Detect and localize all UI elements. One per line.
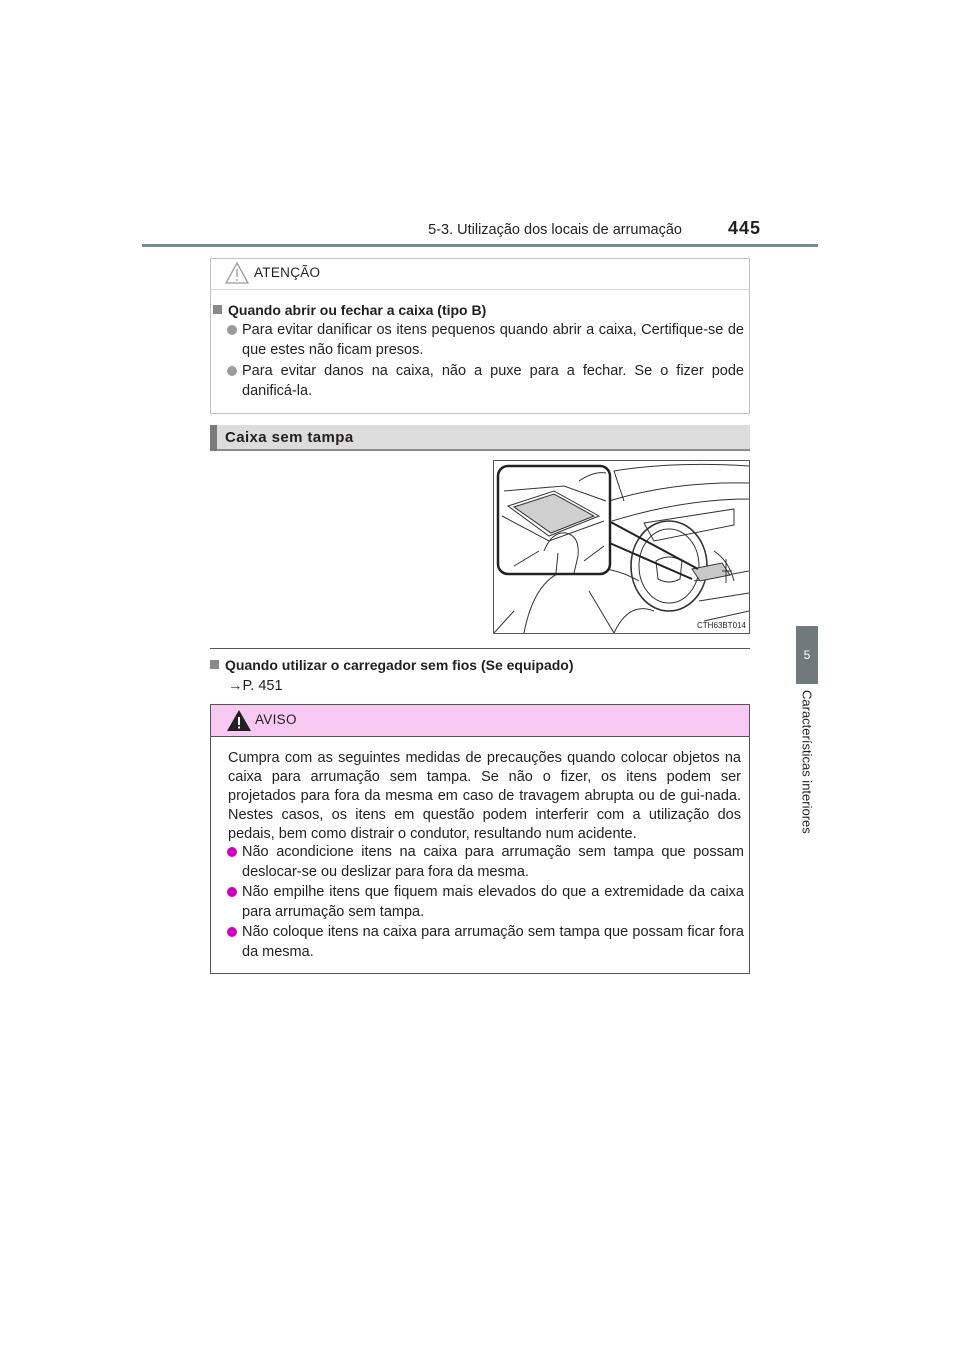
bullet-dot-icon xyxy=(227,366,237,376)
attention-bullet xyxy=(242,320,744,360)
warning-label: AVISO xyxy=(255,712,297,727)
attention-callout xyxy=(210,258,750,414)
chapter-tab-number: 5 xyxy=(803,648,811,662)
caution-outline-icon xyxy=(225,262,249,284)
console-tray-drawing xyxy=(494,461,749,633)
square-bullet-icon xyxy=(210,660,219,669)
chapter-side-label-text: Características interiores xyxy=(799,690,815,834)
page-number: 445 xyxy=(728,218,762,238)
wireless-charger-title-text: Quando utilizar o carregador sem fios (Se equipado) xyxy=(225,657,574,673)
illustration-code: CTH63BT014 xyxy=(697,621,746,630)
warning-bullet-text: Não empilhe itens que fiquem mais elevados do que a extremidade da caixa para arrumação sem tampa. xyxy=(242,884,744,920)
warning-bullet-text: Não coloque itens na caixa para arrumação sem tampa que possam ficar fora da mesma. xyxy=(242,924,744,960)
header-divider xyxy=(142,244,818,247)
section-heading xyxy=(210,425,750,451)
square-bullet-icon xyxy=(213,305,222,314)
wireless-charger-title xyxy=(210,657,574,673)
console-tray-illustration xyxy=(493,460,750,634)
warning-intro: Cumpra com as seguintes medidas de precauções quando colocar objetos na caixa para arrumação sem tampa. Se não o fizer, os itens podem ser projetados para fora da mesma em caso de travagem abrupta ou de gui-nada. Nestes casos, os itens em questão podem interferir com a utilização dos pedais, bem como distrair o condutor, resultando num acidente. xyxy=(228,750,741,842)
bullet-dot-icon xyxy=(227,847,237,857)
attention-header xyxy=(211,259,749,290)
attention-bullet-text: Para evitar danos na caixa, não a puxe para a fechar. Se o fizer pode danificá-la. xyxy=(242,363,744,399)
section-heading-text: Caixa sem tampa xyxy=(225,429,354,446)
bullet-dot-icon xyxy=(227,887,237,897)
warning-bullet-text: Não acondicione itens na caixa para arrumação sem tampa que possam deslocar-se ou deslizar para fora da mesma. xyxy=(242,844,744,880)
section-heading-bar xyxy=(210,425,217,451)
bullet-dot-icon xyxy=(227,325,237,335)
attention-item-title xyxy=(213,302,486,318)
page-reference-link[interactable]: →P. 451 xyxy=(228,678,283,694)
bullet-dot-icon xyxy=(227,927,237,937)
attention-bullet-text: Para evitar danificar os itens pequenos quando abrir a caixa, Certifique-se de que estes não ficam presos. xyxy=(242,322,744,358)
warning-triangle-icon xyxy=(226,709,252,732)
chapter-side-label xyxy=(785,690,829,854)
section-divider xyxy=(210,648,750,649)
attention-item-title-text: Quando abrir ou fechar a caixa (tipo B) xyxy=(228,302,487,318)
attention-label: ATENÇÃO xyxy=(254,265,321,280)
warning-bullet xyxy=(242,842,744,882)
attention-bullet xyxy=(242,361,744,401)
warning-bullet xyxy=(242,882,744,922)
chapter-tab xyxy=(796,626,818,684)
warning-bullet xyxy=(242,922,744,962)
warning-header xyxy=(211,705,749,737)
chapter-title: 5-3. Utilização dos locais de arrumação xyxy=(428,222,682,238)
warning-callout xyxy=(210,704,750,974)
